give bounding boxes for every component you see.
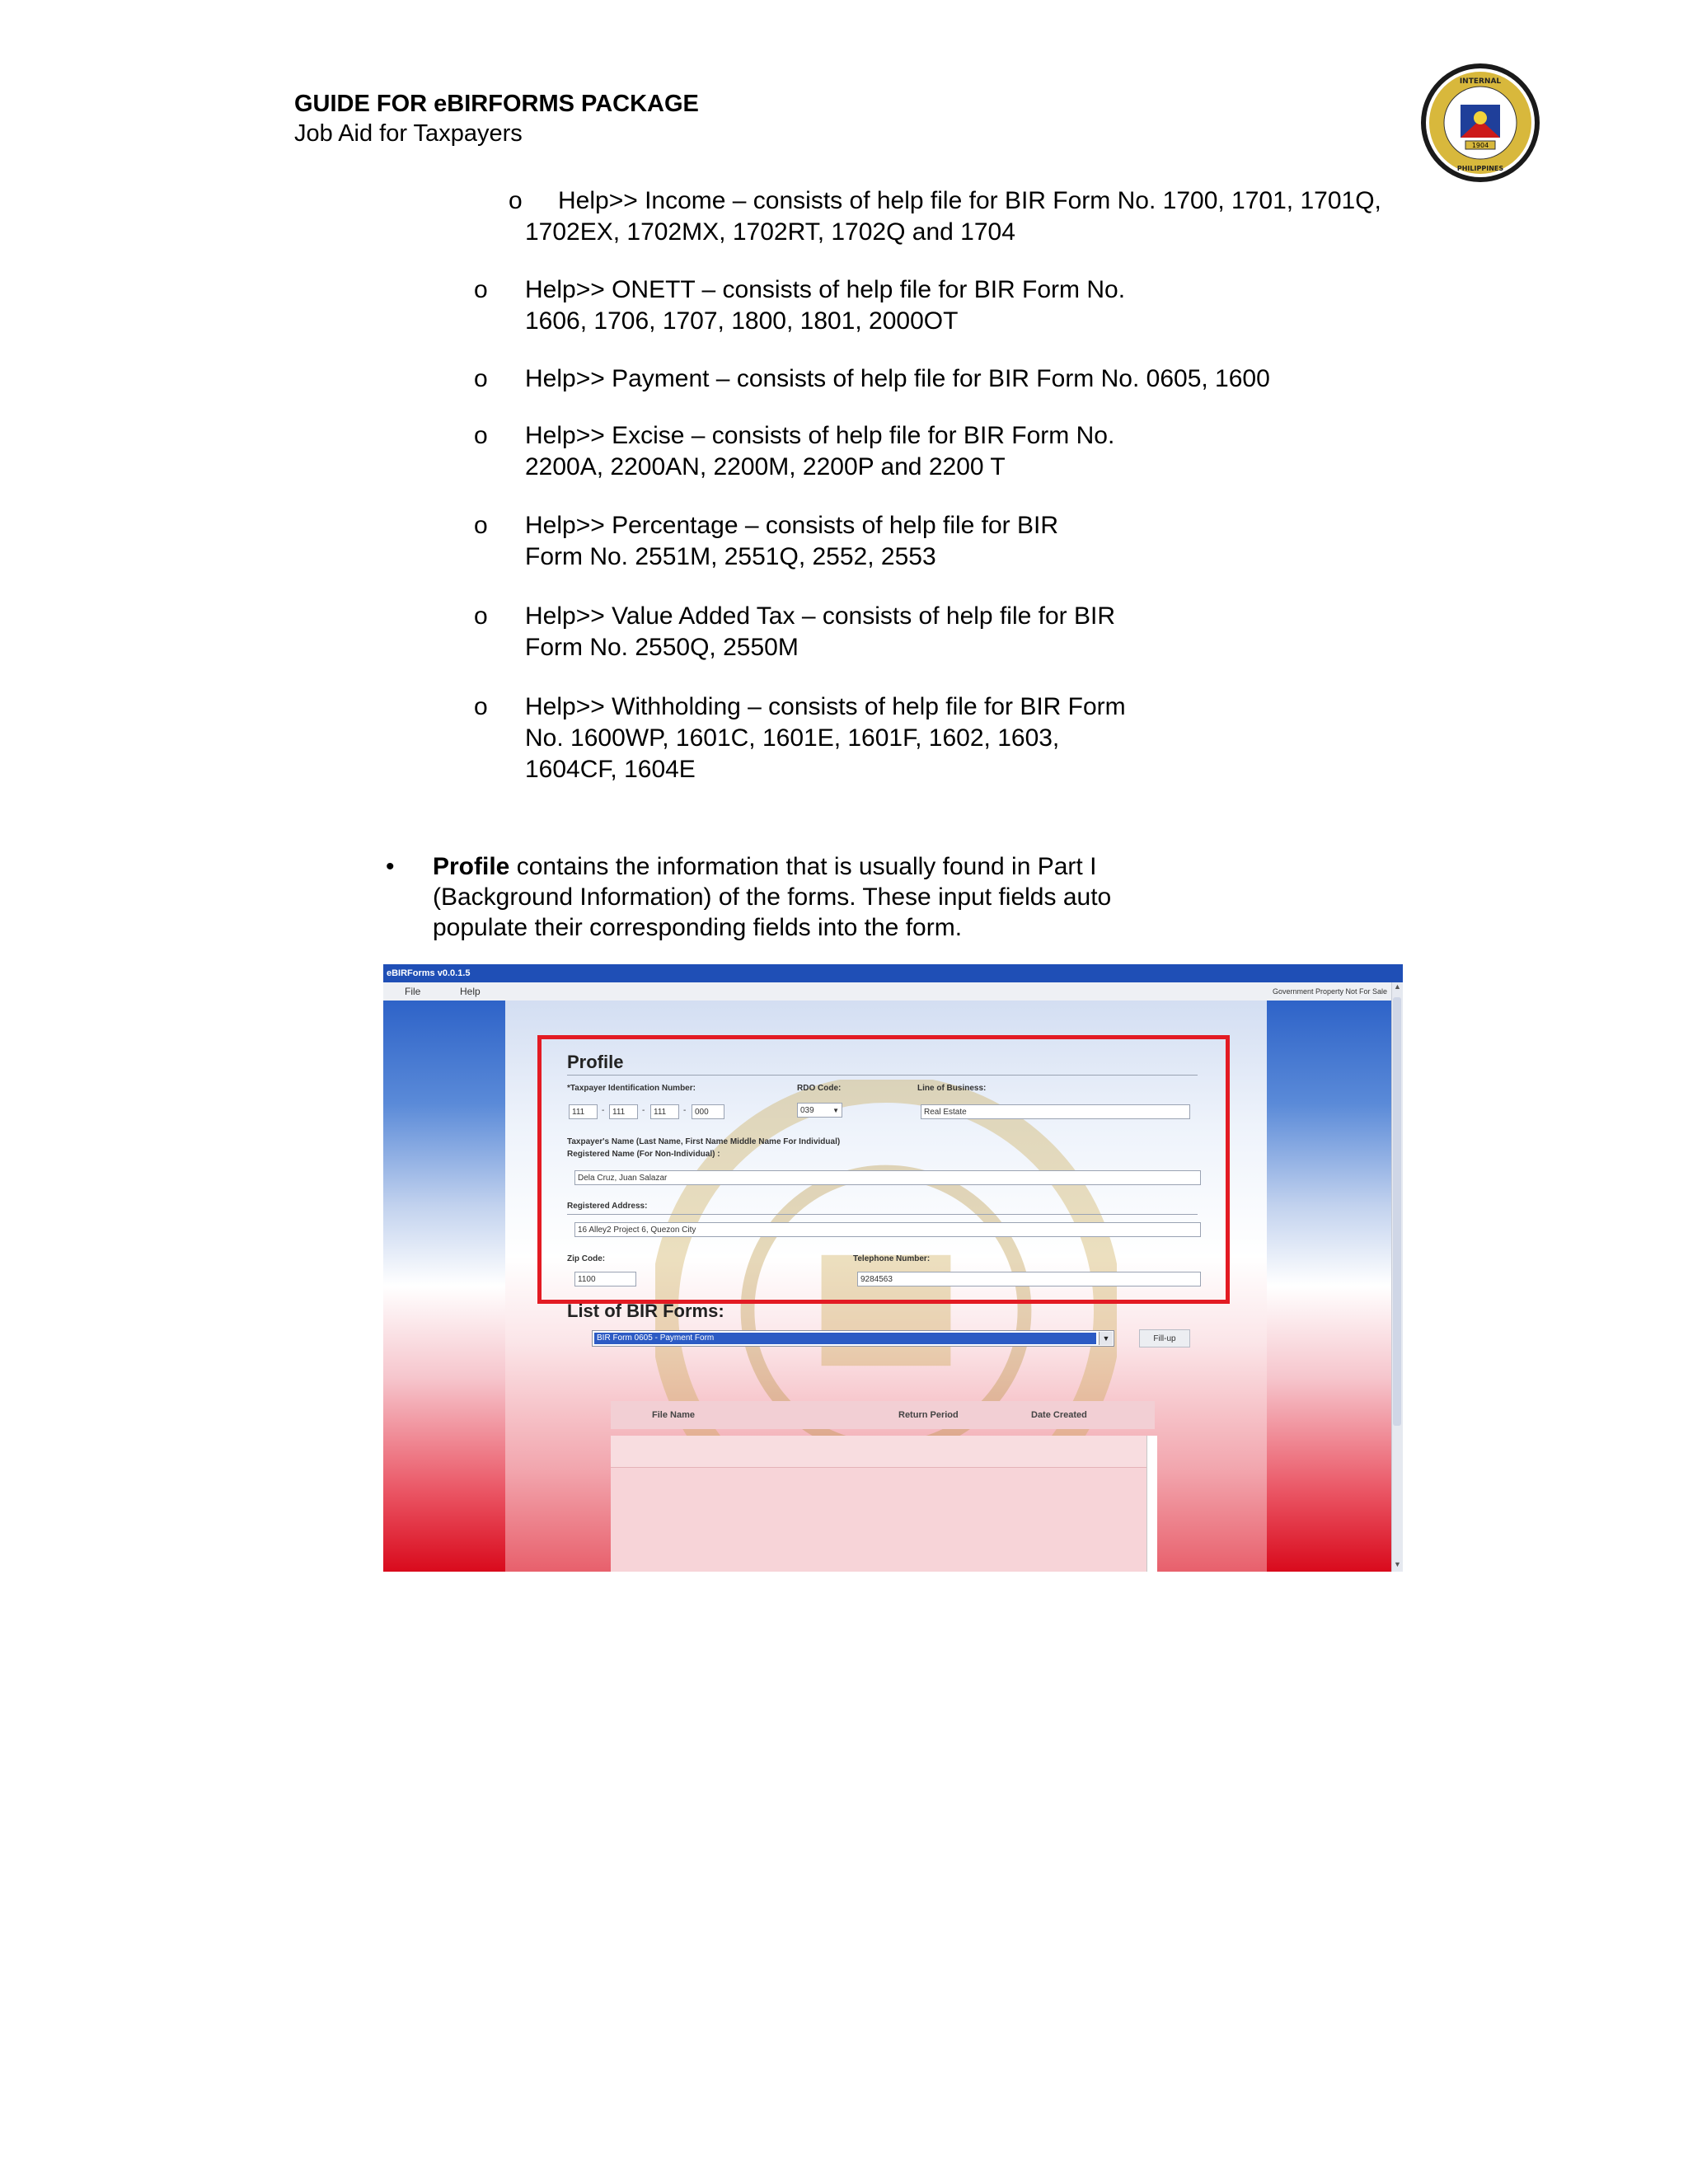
help-item-line: 2200A, 2200AN, 2200M, 2200P and 2200 T [525,453,1006,480]
help-item-line: Help>> Withholding – consists of help file for BIR Form [525,693,1126,720]
menu-bar [383,982,1392,1001]
registered-name-label: Registered Name (For Non-Individual) : [567,1150,720,1159]
table-header [611,1401,1155,1429]
bir-seal-logo [1419,62,1541,184]
scroll-down-icon[interactable]: ▼ [1394,1560,1401,1568]
zip-code-field[interactable]: 1100 [574,1272,636,1286]
profile-section-title: Profile [567,1052,624,1072]
help-item-line: 1604CF, 1604E [525,756,696,783]
svg-text:1904: 1904 [1471,142,1489,149]
tin-field-3[interactable]: 111 [650,1104,679,1119]
col-return-period[interactable]: Return Period [898,1410,959,1420]
help-item-marker: o [474,365,488,392]
window-title: eBIRForms v0.0.1.5 [383,964,1403,982]
menu-help[interactable]: Help [460,986,481,997]
svg-text:PHILIPPINES: PHILIPPINES [1456,165,1504,172]
help-item-marker: o [474,512,488,539]
profile-desc-2: (Background Information) of the forms. These input fields auto [433,883,1112,911]
lob-label: Line of Business: [917,1084,987,1093]
svg-text:INTERNAL: INTERNAL [1459,77,1502,86]
address-label: Registered Address: [567,1202,648,1211]
document-title: GUIDE FOR eBIRFORMS PACKAGE [294,91,699,117]
tin-label: *Taxpayer Identification Number: [567,1084,696,1093]
document-subtitle: Job Aid for Taxpayers [294,120,523,147]
profile-desc-3: populate their corresponding fields into the form. [433,914,963,941]
help-item-line: 1606, 1706, 1707, 1800, 1801, 2000OT [525,307,959,335]
bullet-marker: • [386,853,395,880]
help-item-marker: o [474,422,488,449]
dropdown-arrow-icon[interactable]: ▼ [1099,1332,1113,1345]
fill-up-button[interactable]: Fill-up [1139,1329,1190,1347]
window-scrollbar[interactable] [1391,982,1403,1572]
help-item-line: 1702EX, 1702MX, 1702RT, 1702Q and 1704 [525,218,1015,246]
scroll-thumb[interactable] [1393,997,1401,1426]
tel-label: Telephone Number: [853,1254,931,1263]
line-of-business-field[interactable]: Real Estate [921,1104,1190,1119]
help-item-line: Help>> ONETT – consists of help file for BIR Form No. [525,276,1126,303]
forms-list-title: List of BIR Forms: [567,1301,724,1321]
help-item-line: No. 1600WP, 1601C, 1601E, 1601F, 1602, 1603, [525,724,1060,752]
bir-form-select[interactable] [592,1330,1114,1347]
tin-field-4[interactable]: 000 [692,1104,724,1119]
ebirforms-screenshot: eBIRForms v0.0.1.5 File Help Government Property Not For Sale ▲ ▼ Profile *Taxpayer Identification Number: 111 - 111 - 111 - 000 RDO Code: 039 ▼ Line of Business: Real Estate Taxpayer's Name (Last Name, First Name Middle Name For Individual) Registered Name (For Non-Individual) : Dela Cruz, Juan Salazar Registered Address: 16 Alley2 Project 6, Quezon City Zip Code: 1100 Telephone Number: 9284563 List of BIR Forms: BIR Form 0605 - Payment Form ▼ Fill-up File Name Return Period Date Created [383,964,1403,1572]
help-item-line: Help>> Value Added Tax – consists of help file for BIR [525,602,1115,630]
rdo-label: RDO Code: [797,1084,842,1093]
name-label: Taxpayer's Name (Last Name, First Name Middle Name For Individual) [567,1137,841,1146]
rdo-dropdown-icon: ▼ [832,1107,839,1114]
help-item-line: Form No. 2551M, 2551Q, 2552, 2553 [525,543,936,570]
table-row[interactable] [611,1436,1146,1468]
help-item-line: Help>> Income – consists of help file for BIR Form No. 1700, 1701, 1701Q, [558,187,1381,214]
help-item-marker: o [474,602,488,630]
help-item-line: Form No. 2550Q, 2550M [525,634,799,661]
rdo-select[interactable]: 039 ▼ [797,1103,842,1118]
menu-file[interactable]: File [405,986,421,997]
tin-field-1[interactable]: 111 [569,1104,598,1119]
zip-label: Zip Code: [567,1254,606,1263]
help-item-marker: o [509,187,523,214]
government-notice: Government Property Not For Sale [1272,987,1387,996]
taxpayer-name-field[interactable]: Dela Cruz, Juan Salazar [574,1170,1201,1185]
telephone-field[interactable]: 9284563 [857,1272,1201,1286]
help-item-line: Help>> Percentage – consists of help file for BIR [525,512,1059,539]
col-date-created[interactable]: Date Created [1031,1410,1087,1420]
selected-form: BIR Form 0605 - Payment Form [594,1333,1096,1344]
tin-field-2[interactable]: 111 [609,1104,638,1119]
help-item-line: Help>> Payment – consists of help file for BIR Form No. 0605, 1600 [525,365,1270,392]
col-file-name[interactable]: File Name [652,1410,695,1420]
profile-desc-1: contains the information that is usually found in Part I [509,853,1097,880]
saved-forms-table [598,1401,1160,1572]
help-item-marker: o [474,276,488,303]
profile-term: Profile [433,853,510,880]
scroll-up-icon[interactable]: ▲ [1394,982,1401,991]
table-scrollbar[interactable] [1146,1436,1157,1572]
help-item-line: Help>> Excise – consists of help file for BIR Form No. [525,422,1115,449]
help-item-marker: o [474,693,488,720]
registered-address-field[interactable]: 16 Alley2 Project 6, Quezon City [574,1222,1201,1237]
